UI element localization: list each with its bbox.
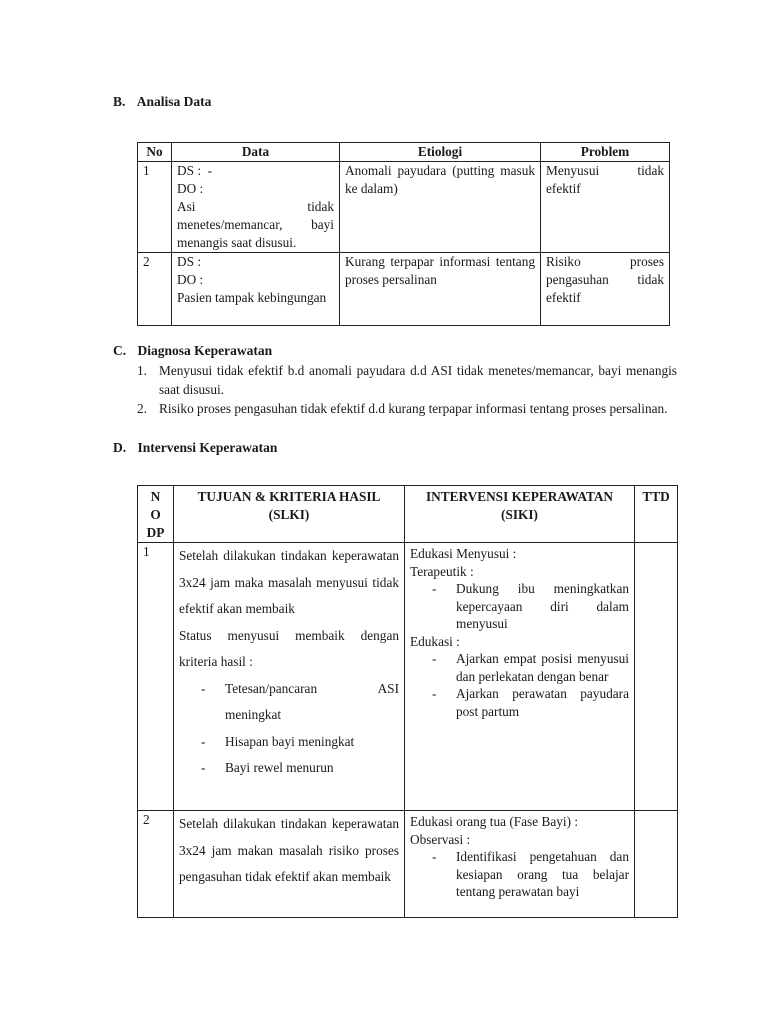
terapeutik-label: Terapeutik : <box>410 563 474 579</box>
header-ttd: TTD <box>635 486 678 543</box>
observasi-text: Identifikasi pengetahuan dan kesiapan orang tua belajar tentang perawatan bayi <box>456 849 629 899</box>
row-problem: Menyusui tidak efektif <box>541 162 670 253</box>
row-problem: Risiko proses pengasuhan tidak efektif <box>541 253 670 326</box>
header-problem: Problem <box>541 143 670 162</box>
kriteria-text: Tetesan/pancaran ASI meningkat <box>225 680 399 722</box>
row-data <box>172 162 340 253</box>
header-no-dp: N O DP <box>138 486 174 543</box>
tujuan-intro: Setelah dilakukan tindakan keperawatan 3x24 jam makan masalah risiko proses pengasuhan tidak efektif akan membaik <box>179 816 399 884</box>
list-item: - Ajarkan perawatan payudara post partum <box>432 686 629 719</box>
tujuan-intro: Setelah dilakukan tindakan keperawatan 3x24 jam maka masalah menyusui tidak efektif akan membaik <box>179 548 399 616</box>
analisa-data-table <box>137 142 670 326</box>
data-ds: DS : - <box>177 163 213 178</box>
edukasi-text: Ajarkan perawatan payudara post partum <box>456 686 629 719</box>
table-header-row <box>138 143 670 162</box>
section-c-title: Diagnosa Keperawatan <box>137 343 273 358</box>
list-item-text: Menyusui tidak efektif b.d anomali payudara d.d ASI tidak menetes/memancar, bayi menangis saat disusui. <box>159 363 677 397</box>
observasi-label: Observasi : <box>410 831 471 847</box>
section-b-heading <box>113 94 211 110</box>
list-item: - Identifikasi pengetahuan dan kesiapan orang tua belajar tentang perawatan bayi <box>432 849 629 899</box>
header-intervensi: INTERVENSI KEPERAWATAN (SIKI) <box>405 486 635 543</box>
section-d-heading <box>113 440 277 456</box>
section-b-letter: B. <box>113 94 126 109</box>
tujuan-status: Status menyusui membaik dengan kriteria hasil : <box>179 627 399 669</box>
table-row <box>138 162 670 253</box>
edukasi-label: Edukasi : <box>410 633 460 649</box>
data-do-detail: Pasien tampak kebingungan <box>177 290 327 305</box>
intervensi-title: Edukasi orang tua (Fase Bayi) : <box>410 814 579 829</box>
data-do: DO : <box>177 181 204 196</box>
data-do: DO : <box>177 272 204 287</box>
section-d-letter: D. <box>113 440 127 455</box>
row-no: 2 <box>138 811 174 918</box>
row-etiologi: Anomali payudara (putting masuk ke dalam) <box>340 162 541 253</box>
list-item: - Hisapan bayi meningkat <box>201 733 355 749</box>
list-item: - Bayi rewel menurun <box>201 760 334 775</box>
terapeutik-text: Dukung ibu meningkatkan kepercayaan diri dalam menyusui <box>456 581 629 631</box>
table-row <box>138 811 678 918</box>
intervensi-table <box>137 485 678 918</box>
header-etiologi: Etiologi <box>340 143 541 162</box>
section-c-heading <box>113 343 272 359</box>
row-tujuan <box>174 811 405 918</box>
row-data <box>172 253 340 326</box>
list-item: - Ajarkan empat posisi menyusui dan perlekatan dengan benar <box>432 651 629 684</box>
list-item-text: Risiko proses pengasuhan tidak efektif d.d kurang terpapar informasi tentang proses persalinan. <box>159 401 668 416</box>
list-item: - Tetesan/pancaran ASI meningkat <box>179 676 399 729</box>
row-tujuan <box>174 543 405 811</box>
section-b-title: Analisa Data <box>136 94 212 109</box>
row-no: 2 <box>138 253 172 326</box>
table-row <box>138 253 670 326</box>
diagnosa-list <box>137 361 677 418</box>
header-no: No <box>138 143 172 162</box>
list-item <box>137 361 677 399</box>
list-item <box>137 399 677 418</box>
edukasi-text: Ajarkan empat posisi menyusui dan perlekatan dengan benar <box>456 651 629 684</box>
header-data: Data <box>172 143 340 162</box>
row-intervensi <box>405 811 635 918</box>
row-no: 1 <box>138 543 174 811</box>
list-item: - Dukung ibu meningkatkan kepercayaan diri dalam menyusui <box>432 581 629 631</box>
table-header-row <box>138 486 678 543</box>
row-intervensi <box>405 543 635 811</box>
section-c-letter: C. <box>113 343 127 358</box>
intervensi-title: Edukasi Menyusui : <box>410 546 517 561</box>
row-no: 1 <box>138 162 172 253</box>
list-item-number: 1. <box>137 363 147 378</box>
header-tujuan: TUJUAN & KRITERIA HASIL (SLKI) <box>174 486 405 543</box>
row-ttd <box>635 543 678 811</box>
section-d-title: Intervensi Keperawatan <box>137 440 278 455</box>
data-ds: DS : <box>177 254 202 269</box>
list-item-number: 2. <box>137 401 147 416</box>
kriteria-text: Hisapan bayi meningkat <box>225 733 355 749</box>
row-ttd <box>635 811 678 918</box>
data-do-detail: Asi tidak menetes/memancar, bayi menangis saat disusui. <box>177 199 334 250</box>
table-row <box>138 543 678 811</box>
row-etiologi: Kurang terpapar informasi tentang proses persalinan <box>340 253 541 326</box>
kriteria-text: Bayi rewel menurun <box>225 760 334 775</box>
